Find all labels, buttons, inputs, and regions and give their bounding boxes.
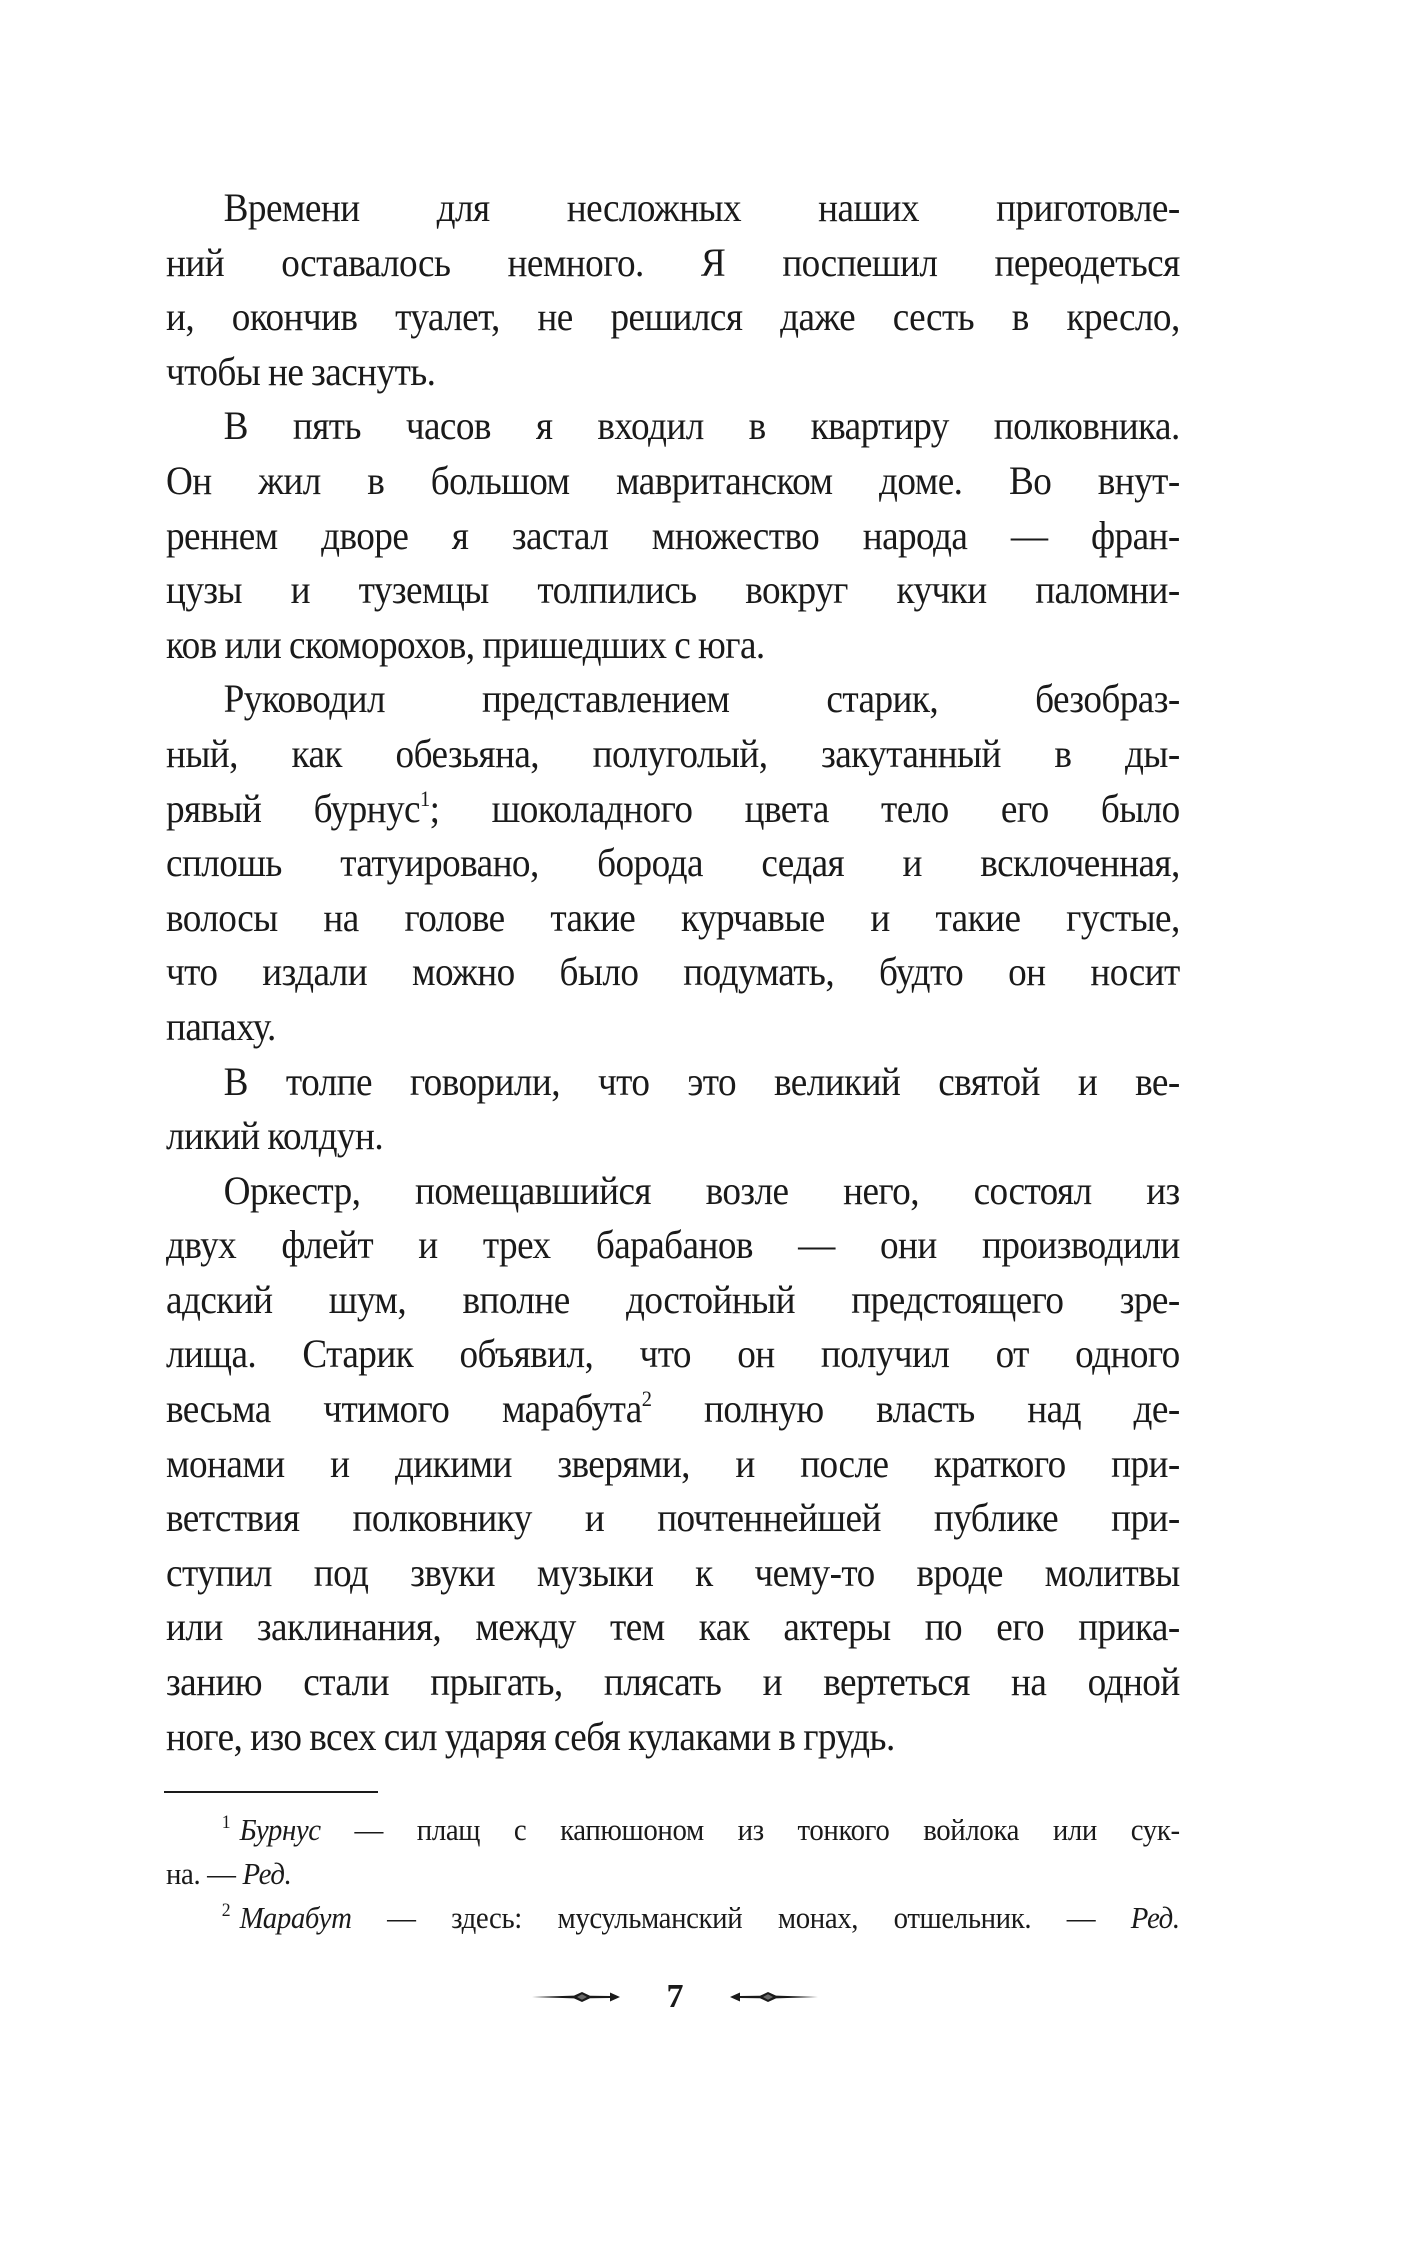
footnote-text: — здесь: мусульманский монах, отшельник. — [351,1900,1131,1935]
text-line: или заклинания, между тем как актеры по его прика- [166,1604,1180,1650]
text-line [166,782,1180,837]
text-line: ступил под звуки музыки к чему-то вроде молитвы [166,1549,1180,1595]
text-line: Оркестр, помещавшийся возле него, состоял из [223,1167,1180,1213]
text-line: Руководил представлением старик, безобраз- [223,676,1180,722]
right-arrow-ornament-icon [728,1987,820,2007]
text-line: ветствия полковнику и почтеннейшей публике при- [166,1495,1180,1541]
footnote-editor-mark: Ред. [242,1856,292,1891]
text-line: сплошь татуировано, борода седая и всклоченная, [166,840,1180,886]
text-line: ноге, изо всех сил ударяя себя кулаками в грудь. [166,1713,895,1759]
footnote-text: — плащ с капюшоном из тонкого войлока или сук- [320,1812,1180,1847]
text-line: что издали можно было подумать, будто он носит [166,949,1180,995]
footnote-reference-1[interactable]: 1 [419,785,430,811]
text-line: волосы на голове такие курчавые и такие густые, [166,894,1180,940]
text-line: цузы и туземцы толпились вокруг кучки паломни- [166,567,1180,613]
footnote-2 [166,1896,1180,1940]
text-line: папаху. [166,1003,276,1049]
text-line: В пять часов я входил в квартиру полковника. [223,403,1180,449]
left-arrow-ornament-icon [530,1987,622,2007]
text-line: реннем дворе я застал множество народа — фран- [166,512,1180,558]
footnote-reference-2[interactable]: 2 [641,1386,652,1412]
footnote-term: Марабут [239,1900,352,1935]
text-line [166,1382,1180,1437]
text-line: монами и дикими зверями, и после краткого при- [166,1440,1180,1486]
footnote-number: 1 [221,1812,231,1833]
text-line: лища. Старик объявил, что он получил от одного [166,1331,1180,1377]
text-segment: ; шоколадного цвета тело его было [429,785,1180,831]
text-segment: полную власть над де- [651,1386,1180,1432]
footnote-text: на. — [166,1856,243,1891]
text-line: Времени для несложных наших приготовле- [223,185,1180,230]
footnote-editor-mark: Ред. [1130,1900,1180,1935]
text-segment: рявый бурнус [166,785,420,831]
text-line: ный, как обезьяна, полуголый, закутанный в ды- [166,730,1180,776]
page-number: 7 [666,1978,684,2015]
text-line: ков или скоморохов, пришедших с юга. [166,621,765,667]
text-line: и, окончив туалет, не решился даже сесть в кресло, [166,294,1180,340]
text-line: двух флейт и трех барабанов — они производили [166,1222,1180,1268]
footnote-1-continuation [166,1852,1180,1896]
footnotes [166,1808,1180,1940]
footnote-separator [164,1791,378,1793]
text-line: В толпе говорили, что это великий святой и ве- [223,1058,1180,1104]
footnote-term: Бурнус [239,1812,321,1847]
footnote-number: 2 [221,1900,231,1921]
text-segment: весьма чтимого марабута [166,1386,642,1432]
text-line: ликий колдун. [166,1113,384,1159]
text-line: чтобы не заснуть. [166,348,436,394]
body-text [166,181,1180,1764]
text-line: занию стали прыгать, плясать и вертеться на одной [166,1659,1180,1705]
text-line: ний оставалось немного. Я поспешил переодеться [166,239,1180,285]
footnote-1 [166,1808,1180,1852]
page-folio [530,1975,820,2019]
text-line: Он жил в большом мавританском доме. Во внут- [166,457,1180,503]
text-line: адский шум, вполне достойный предстоящего зре- [166,1276,1180,1322]
